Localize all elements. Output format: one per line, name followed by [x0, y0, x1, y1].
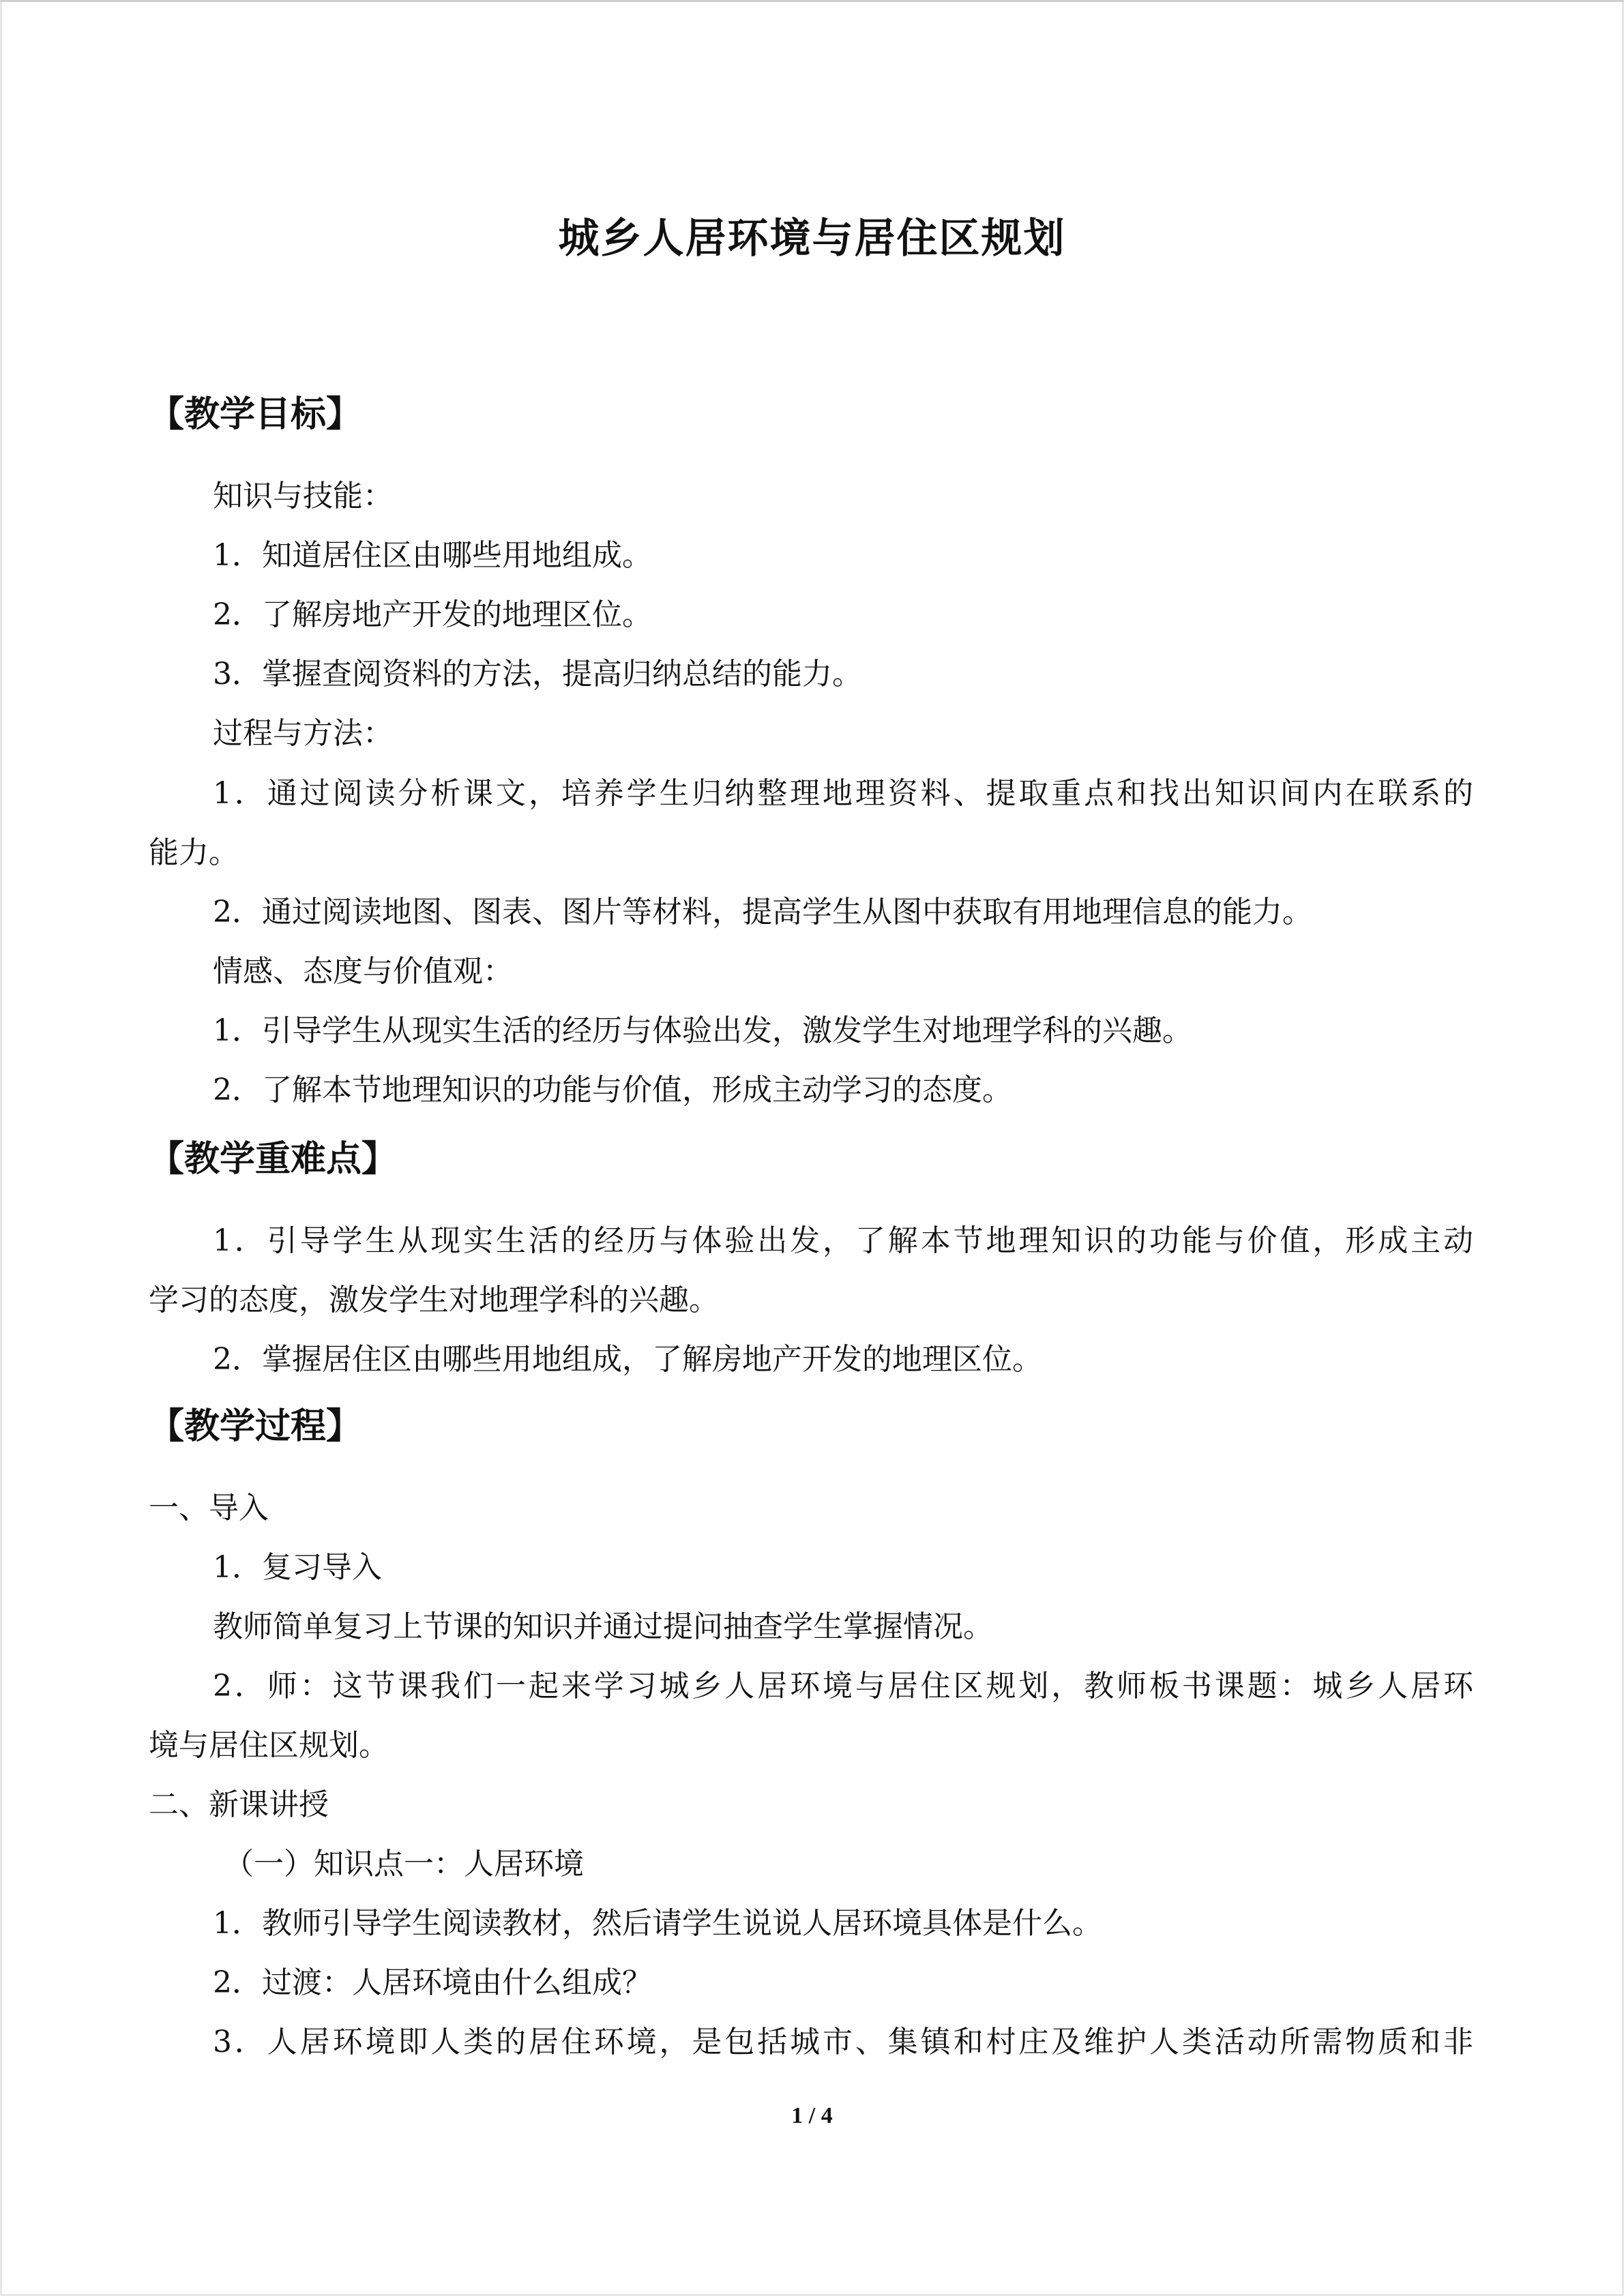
list-item: 2．过渡：人居环境由什么组成？ — [213, 1965, 652, 2000]
list-item-continuation: 境与居住区规划。 — [149, 1728, 389, 1763]
process-label: 过程与方法： — [213, 716, 393, 751]
list-item: 1．教师引导学生阅读教材，然后请学生说说人居环境具体是什么。 — [213, 1906, 1102, 1941]
list-item: 3．人居环境即人类的居住环境，是包括城市、集镇和村庄及维护人类活动所需物质和非 — [213, 2025, 1473, 2059]
list-item: 3．掌握查阅资料的方法，提高归纳总结的能力。 — [213, 657, 862, 691]
attitude-label: 情感、态度与价值观： — [213, 954, 513, 989]
list-item: 1．引导学生从现实生活的经历与体验出发，了解本节地理知识的功能与价值，形成主动 — [213, 1223, 1473, 1258]
list-item: 1．知道居住区由哪些用地组成。 — [213, 538, 652, 573]
page-title: 城乡人居环境与居住区规划 — [558, 215, 1066, 263]
list-item: 2．掌握居住区由哪些用地组成，了解房地产开发的地理区位。 — [213, 1342, 1042, 1377]
list-item-continuation: 能力。 — [149, 835, 239, 870]
page-number: 1 / 4 — [791, 2103, 833, 2128]
paragraph: 教师简单复习上节课的知识并通过提问抽查学生掌握情况。 — [213, 1609, 993, 1644]
list-item: 1．复习导入 — [213, 1550, 382, 1585]
list-item: 2．师：这节课我们一起来学习城乡人居环境与居住区规划，教师板书课题：城乡人居环 — [213, 1669, 1473, 1703]
part-title: 一、导入 — [149, 1491, 269, 1525]
knowledge-point-title: （一）知识点一：人居环境 — [224, 1847, 584, 1881]
list-item: 2．了解本节地理知识的功能与价值，形成主动学习的态度。 — [213, 1073, 1012, 1107]
knowledge-label: 知识与技能： — [213, 479, 393, 513]
section-heading-process: 【教学过程】 — [149, 1406, 362, 1447]
list-item: 2．了解房地产开发的地理区位。 — [213, 597, 652, 632]
list-item: 1．通过阅读分析课文，培养学生归纳整理地理资料、提取重点和找出知识间内在联系的 — [213, 776, 1473, 811]
list-item-continuation: 学习的态度，激发学生对地理学科的兴趣。 — [149, 1283, 719, 1317]
part-title: 二、新课讲授 — [149, 1787, 329, 1822]
section-heading-key-points: 【教学重难点】 — [149, 1139, 398, 1180]
list-item: 1．引导学生从现实生活的经历与体验出发，激发学生对地理学科的兴趣。 — [213, 1013, 1192, 1048]
list-item: 2．通过阅读地图、图表、图片等材料，提高学生从图中获取有用地理信息的能力。 — [213, 895, 1312, 929]
section-heading-objectives: 【教学目标】 — [149, 394, 362, 435]
